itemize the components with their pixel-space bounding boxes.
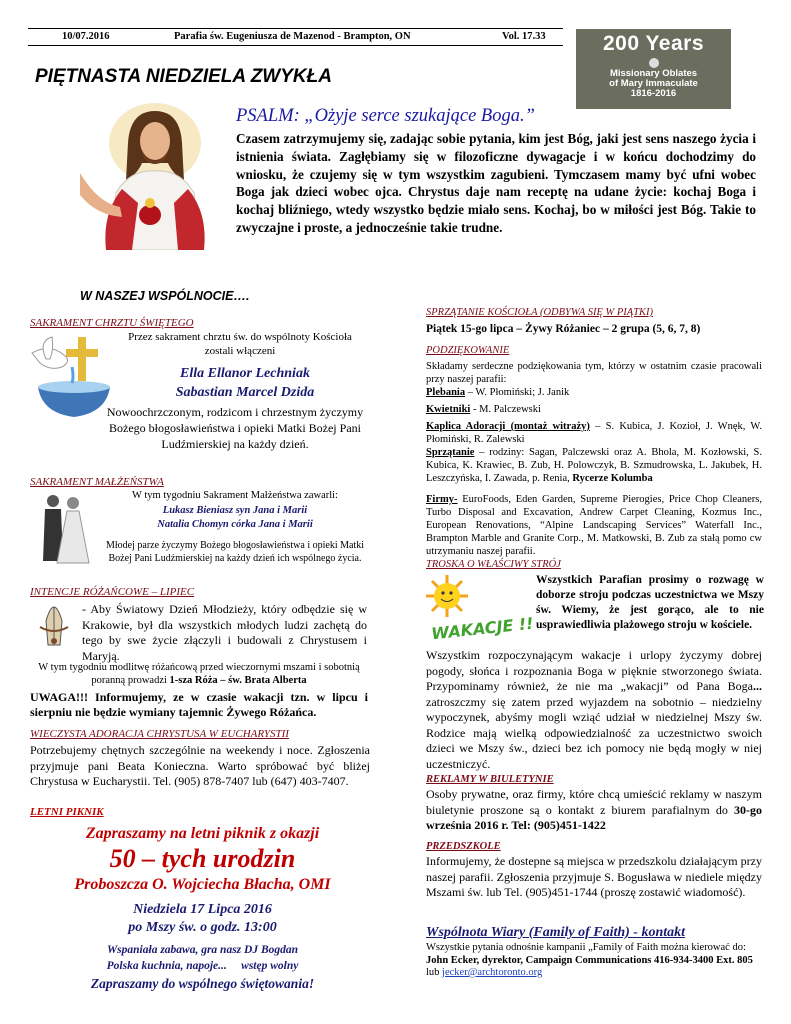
thanks-knights: Rycerze Kolumba: [572, 473, 653, 484]
faith-family-contact: John Ecker, dyrektor, Campaign Communications 416-934-3400 Ext. 805: [426, 954, 753, 966]
thanks-plebania-label: Plebania: [426, 387, 466, 398]
baptism-intro: Przez sakrament chrztu św. do wspólnoty Kościoła zostali włączeni: [128, 331, 352, 357]
issue-date: 10/07.2016: [62, 31, 110, 42]
logo-line2: of Mary Immaculate: [609, 78, 698, 89]
thanks-kaplica-label: Kaplica Adoracji (montaż witraży): [426, 421, 590, 432]
baptism-child-2: Sabastian Marcel Dzida: [175, 385, 315, 400]
baptism-heading: SAKRAMENT CHRZTU ŚWIĘTEGO: [30, 317, 194, 329]
psalm-colon: :: [293, 106, 305, 126]
bulletin-header: [28, 28, 563, 46]
attire-ellipsis: ...: [753, 679, 762, 693]
picnic-honoree: Proboszcza O. Wojciecha Błacha, OMI: [74, 876, 331, 893]
ads-deadline: 30-go września 2016 r. Tel: (905)451-1422: [426, 802, 762, 832]
picnic-closing: Zapraszamy do wspólnego świętowania!: [90, 976, 315, 991]
thanks-heading: PODZIĘKOWANIE: [426, 345, 510, 356]
faith-family-body: Wszystkie pytania odnośnie kampanii „Family of Faith można kierować do:: [426, 942, 746, 953]
page-title: PIĘTNASTA NIEDZIELA ZWYKŁA: [35, 66, 332, 87]
preschool-heading: PRZEDSZKOLE: [426, 841, 501, 852]
logo-seal-icon: [649, 58, 659, 68]
attire-bold-text: Wszystkich Parafian prosimy o rozwagę w doborze stroju podczas uczestnictwa we Mszy św. Wiemy, że jest gorąco, ale to nie usprawiedliwia plażowego stroju w kościele.: [536, 574, 764, 631]
psalm-label: PSALM: [236, 106, 294, 126]
logo-line1: Missionary Oblates: [609, 68, 698, 79]
faith-family-email-link[interactable]: jecker@archtoronto.org: [442, 967, 543, 978]
adoration-heading: WIECZYSTA ADORACJA CHRYSTUSA W EUCHARYSTII: [30, 728, 289, 740]
baptism-child-1: Ella Ellanor Lechniak: [180, 366, 310, 381]
thanks-plebania: – W. Płomiński; J. Janik: [465, 387, 570, 398]
rosary-intentions-heading: INTENCJE RÓŻAŃCOWE – LIPIEC: [30, 586, 195, 598]
wedding-couple-icon: [33, 491, 93, 566]
logo-years: 200 Years: [602, 32, 705, 55]
rosary-warning: UWAGA!!! Informujemy, ze w czasie wakacji tzn. w lipcu i sierpniu nie będzie wymiany tajemnic Żywego Różańca.: [30, 690, 368, 719]
cleaning-text: Piątek 15-go lipca – Żywy Różaniec – 2 grupa (5, 6, 7, 8): [426, 323, 701, 335]
ads-body: Osoby prywatne, oraz firmy, które chcą umieścić reklamy w naszym biuletynie proszone są o kontakt z biurem parafialnym do: [426, 787, 762, 817]
cleaning-heading: SPRZĄTANIE KOŚCIOŁA (ODBYWA SIĘ W PIĄTKI): [426, 307, 654, 318]
picnic-fun-1: Wspaniała zabawa, gra nasz DJ Bogdan: [106, 944, 299, 956]
attire-heading: TROSKA O WŁAŚCIWY STRÓJ: [426, 559, 561, 570]
picnic-big-title: 50 – tych urodzin: [109, 844, 296, 873]
rosary-week-text: W tym tygodniu modlitwę różańcową przed wieczornymi mszami i sobotnią poranną prowadzi: [38, 662, 360, 686]
psalm-text: „Ożyje serce szukające Boga.”: [304, 106, 535, 126]
volume-number: Vol. 17.33: [502, 31, 546, 42]
wakacje-sun-icon: [423, 573, 533, 648]
faith-family-text: [426, 942, 762, 980]
thanks-block: [426, 360, 762, 558]
faith-family-or: lub: [426, 967, 443, 978]
rosary-week-group: 1-sza Róża – św. Brata Alberta: [169, 675, 307, 686]
ads-heading: REKLAMY W BIULETYNIE: [426, 774, 554, 785]
attire-text-part2: zatroszczmy się zatem przed wyjazdem na sobotnio – niedzielny wypoczynek, abyśmy mogli wziąć udział w niedzielnej Mszy św. Rodzice mają wielką odpowiedzialność za uczestnictwo swoich dzieci we Mszy św., dzieci bez ich pomocy nie będą mogły w niej uczestniczyć.: [426, 694, 762, 771]
thanks-sprzatanie: – rodziny: Sagan, Palczewski oraz A. Bhola, M. Kozłowski, S. Kubica, K. Krawiec, B. Zub, H. Polowczyk, B. Szmudrowska, L. Jakubek, H. Leszczyńska, I. Zawada, p. Renia,: [426, 447, 762, 484]
thanks-kaplica: – S. Kubica, J. Kozioł, J. Wnęk, W. Płomiński, R. Zalewski: [426, 421, 762, 445]
thanks-kwietniki-label: Kwietniki: [426, 404, 471, 415]
community-heading: W NASZEJ WSPÓLNOCIE….: [80, 289, 250, 303]
ads-text: [426, 787, 762, 834]
thanks-sprzatanie-label: Sprzątanie: [426, 447, 475, 458]
marriage-couple-1: Lukasz Bieniasz syn Jana i Marii: [162, 505, 308, 516]
rosary-week-note: [28, 661, 370, 687]
thanks-kwietniki: - M. Palczewski: [470, 404, 541, 415]
oblates-200-years-logo: [576, 29, 731, 109]
faith-family-heading: Wspólnota Wiary (Family of Faith) - kontakt: [426, 925, 686, 940]
thanks-firmy-label: Firmy-: [426, 494, 458, 505]
attire-text: [426, 648, 762, 772]
intro-paragraph: Czasem zatrzymujemy się, zadając sobie pytania, kim jest Bóg, jaki jest sens naszego życia i istnienia świata. Zagłębiamy się w filozoficzne dywagacje i w końcu dochodzimy do wniosku, że czujemy się w tym wszystkim zagubieni. Tymczasem mamy być ufni wobec Boga jak dzieci wobec ojca. Chrystus daje nam receptę na udane życie: kochaj Boga i kochaj bliźniego, wtedy wszystko będzie miało sens. Kochaj, bo w miłości jest Bóg. Takie to zwyczajne i proste, a jednocześnie takie trudne.: [236, 131, 756, 235]
preschool-text: Informujemy, że dostepne są miejsca w przedszkolu działającym przy naszej parafii. Zgłoszenia przyjmuje S. Bogusława w niediele między Mszami św. lub Tel. (905)451-1744 (proszę zostawić wiadomość).: [426, 854, 762, 899]
marriage-wishes: Młodej parze życzymy Bożego błogosławieństwa i opieki Matki Bożej Pani Ludźmierskiej na każdy dzień ich wspólnego życia.: [106, 540, 364, 564]
thanks-firmy: EuroFoods, Eden Garden, Supreme Pierogies, Price Chop Cleaners, Turbo Disposal and Excavation, Andrew Carpet Cleaning, Kozmus Inc., European Renovations, “Alpine Landscaping Services” Waterfall Inc., Brampton Marble and Granite Corp., M. Matkowski, B. Zub za stałą pomo cw utrzymaniu naszej parafii.: [426, 494, 762, 557]
rosary-intention-text: - Aby Światowy Dzień Młodzieży, który odbędzie się w Krakowie, był dla wszystkich młodych ludzi zachętą do tego by swe życie złączyli i budowali z Chrystusem i Maryją.: [82, 602, 367, 663]
adoration-text: Potrzebujemy chętnych szczególnie na weekendy i noce. Zgłoszenia przyjmuje pani Beata Konieczna. Warto spróbować być bliżej Chrystusa w Eucharystii. Tel. (905) 878-7407 lub (647) 403-7407.: [30, 743, 370, 788]
psalm-line: [236, 106, 535, 127]
picnic-fun-2: Polska kuchnia, napoje... wstęp wolny: [106, 960, 299, 972]
picnic-heading: LETNI PIKNIK: [30, 806, 104, 818]
marriage-couple-2: Natalia Chomyn córka Jana i Marii: [157, 519, 313, 530]
picnic-time: po Mszy św. o godz. 13:00: [128, 920, 277, 935]
thanks-intro: Składamy serdeczne podziękowania tym, którzy w ostatnim czasie pracowali przy naszej parafii:: [426, 361, 762, 385]
logo-line3: 1816-2016: [630, 88, 677, 99]
wakacje-label: WAKACJE !!!: [430, 612, 533, 644]
sacred-heart-jesus-image: [80, 103, 230, 250]
praying-hands-icon: [30, 601, 78, 651]
baptism-wishes: Nowoochrzczonym, rodzicom i chrzestnym życzymy Bożego błogosławieństwa i opieki Matki Bożej Pani Ludźmierskiej na każdy dzień.: [106, 405, 364, 451]
picnic-date: Niedziela 17 Lipca 2016: [133, 902, 272, 917]
parish-name: Parafia św. Eugeniusza de Mazenod - Brampton, ON: [174, 31, 411, 42]
marriage-intro: W tym tygodniu Sakrament Małżeństwa zawarli:: [132, 490, 338, 501]
marriage-heading: SAKRAMENT MAŁŻEŃSTWA: [30, 476, 164, 488]
attire-text-part1: Wszystkim rozpoczynającym wakacje i urlopy życzymy dobrej pogody, słońca i rozpoznania Boga w pięknie stworzonego świata. Przypominamy również, że nie ma „wakacji” od Pana Boga: [426, 648, 762, 693]
picnic-invite: Zapraszamy na letni piknik z okazji: [85, 825, 320, 842]
